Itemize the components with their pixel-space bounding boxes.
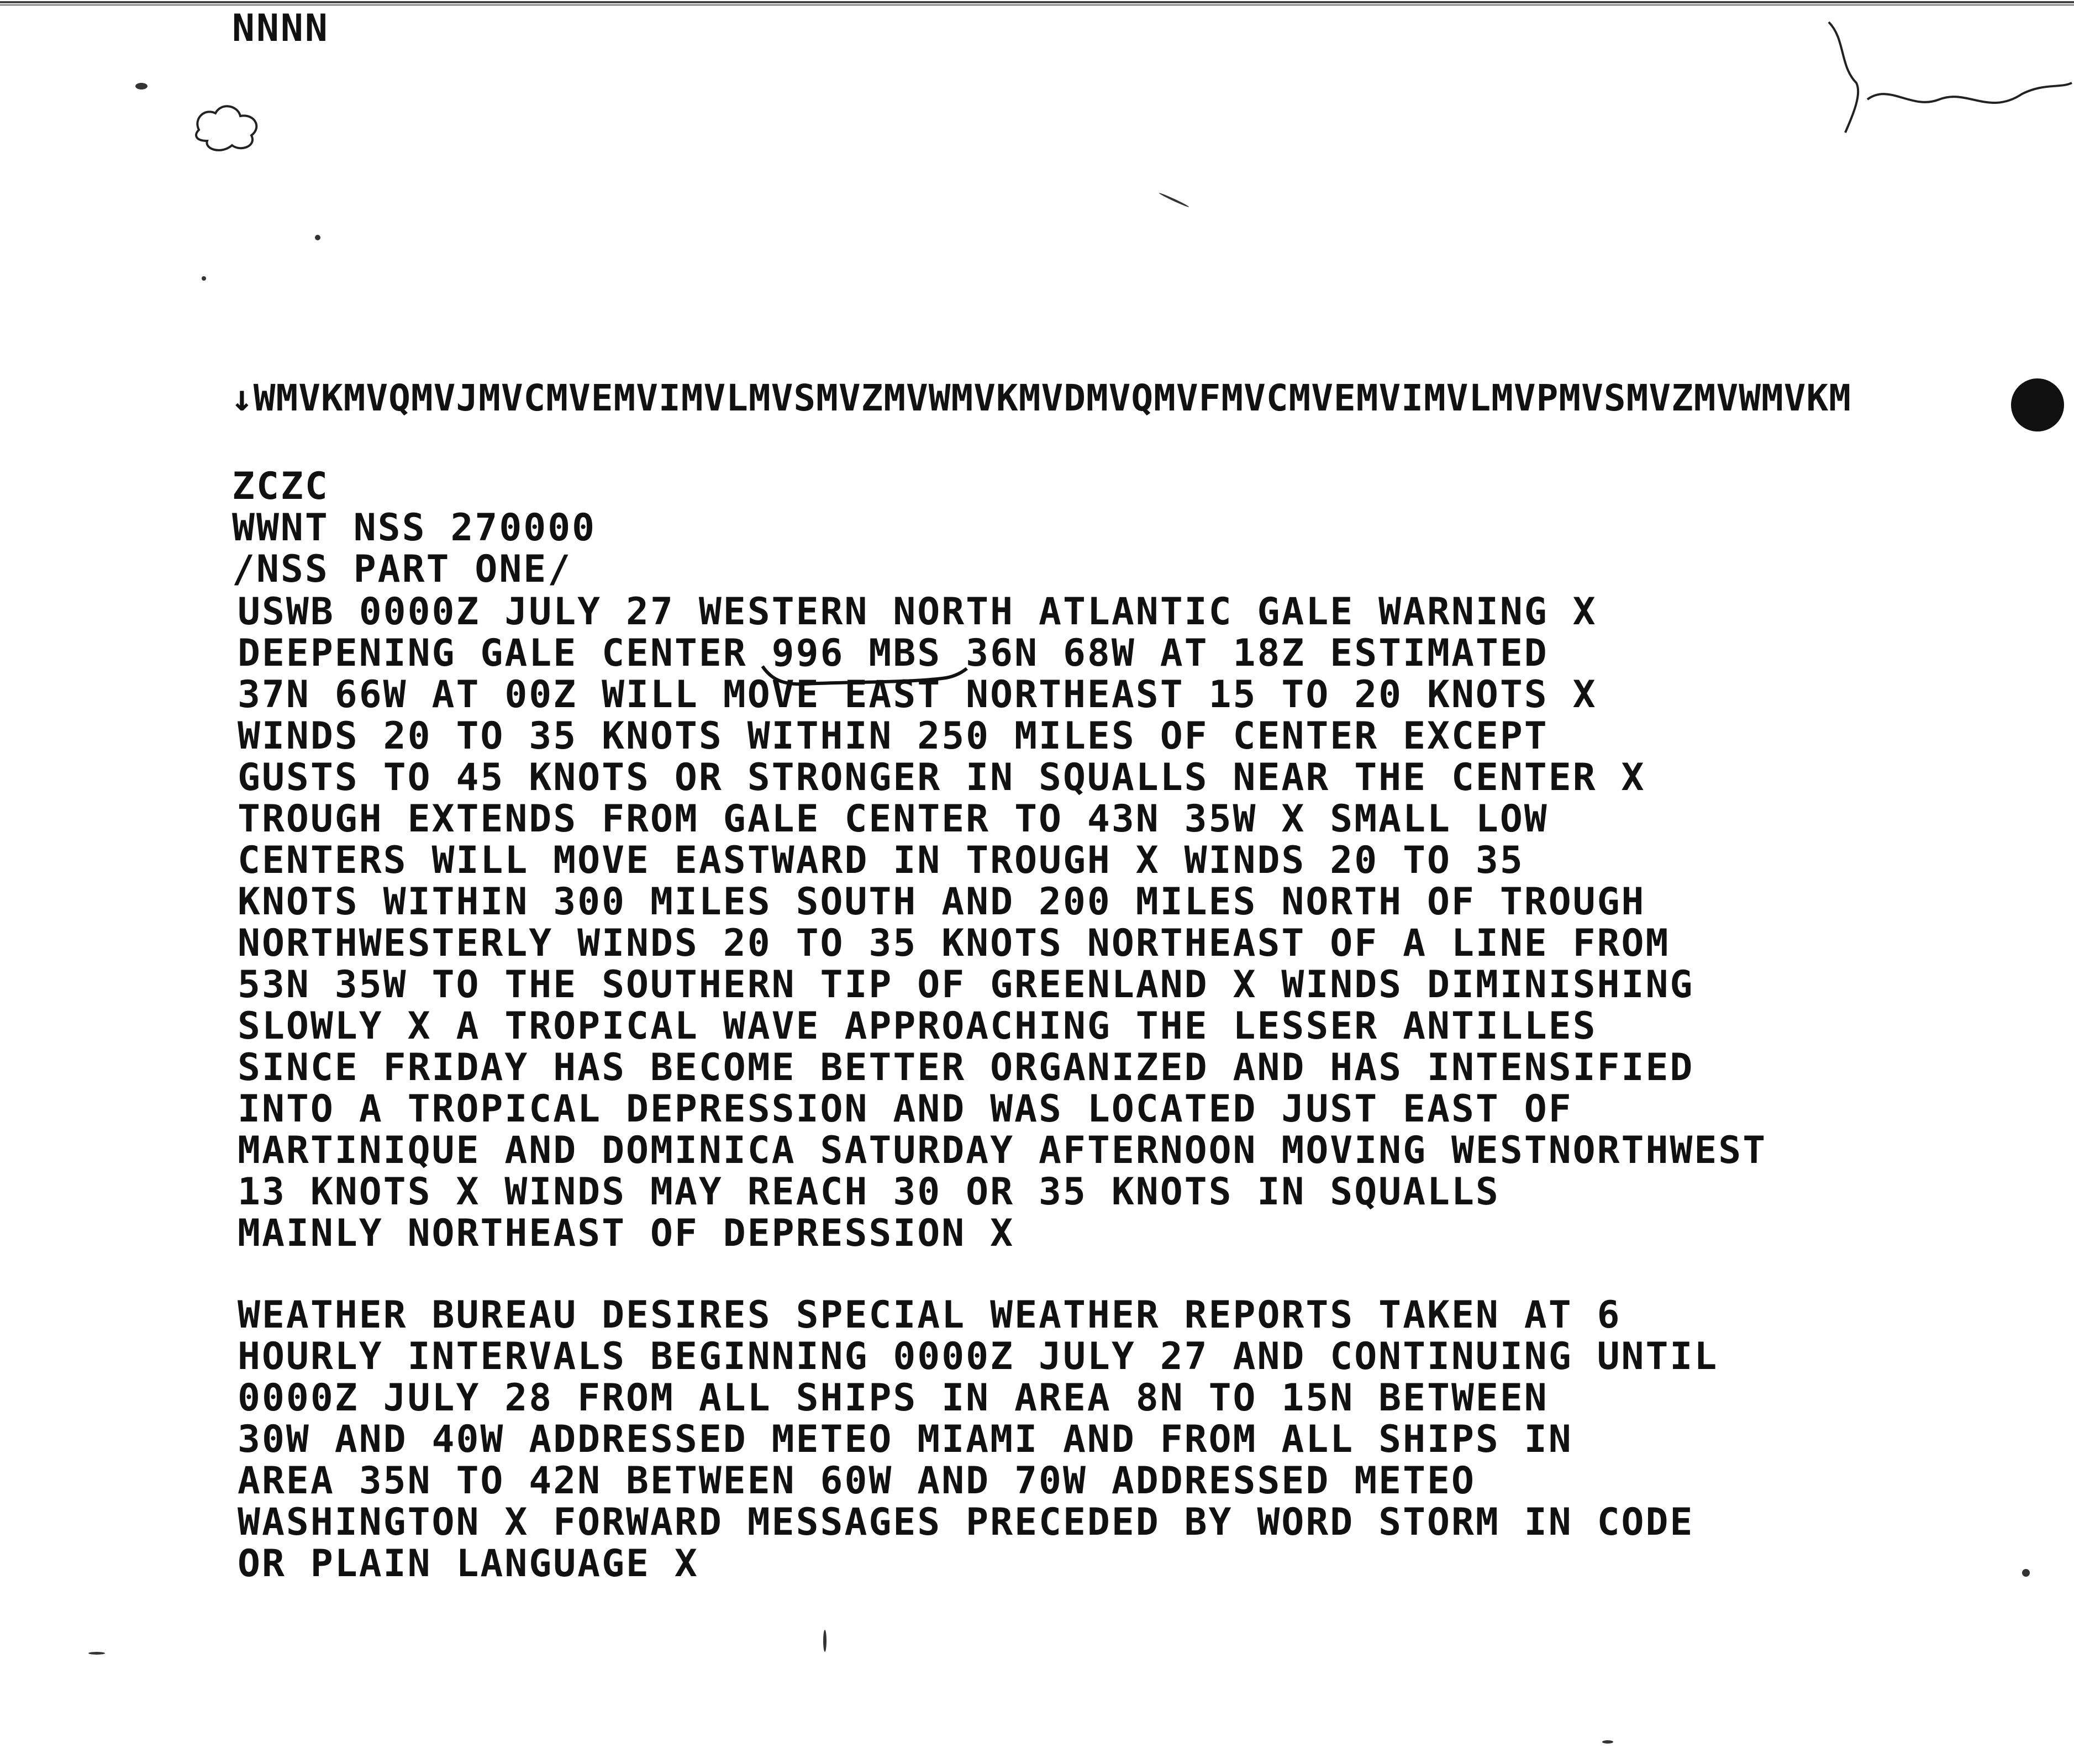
start-signal: ZCZC bbox=[232, 465, 329, 508]
paper-speck bbox=[823, 1630, 827, 1652]
notice-line: 30W AND 40W ADDRESSED METEO MIAMI AND FROM ALL SHIPS IN bbox=[238, 1418, 1573, 1461]
warning-line: NORTHWESTERLY WINDS 20 TO 35 KNOTS NORTHEAST OF A LINE FROM bbox=[238, 922, 1670, 965]
tape-punch-hole bbox=[2011, 378, 2064, 431]
warning-line: GUSTS TO 45 KNOTS OR STRONGER IN SQUALLS NEAR THE CENTER X bbox=[238, 756, 1646, 799]
routing-line: WWNT NSS 270000 bbox=[232, 506, 597, 550]
warning-line: MAINLY NORTHEAST OF DEPRESSION X bbox=[238, 1212, 1015, 1255]
warning-line: 37N 66W AT 00Z WILL MOVE EAST NORTHEAST 15 TO 20 KNOTS X bbox=[238, 673, 1597, 717]
notice-line: AREA 35N TO 42N BETWEEN 60W AND 70W ADDRESSED METEO bbox=[238, 1459, 1476, 1503]
transmission-tape-line: ↓WMVKMVQMVJMVCMVEMVIMVLMVSMVZMVWMVKMVDMVQMVFMVCMVEMVIMVLMVPMVSMVZMVWMVKM bbox=[231, 377, 1851, 419]
warning-line: SLOWLY X A TROPICAL WAVE APPROACHING THE LESSER ANTILLES bbox=[238, 1004, 1597, 1048]
warning-line: SINCE FRIDAY HAS BECOME BETTER ORGANIZED AND HAS INTENSIFIED bbox=[238, 1046, 1694, 1089]
notice-line: OR PLAIN LANGUAGE X bbox=[238, 1542, 699, 1586]
warning-line: WINDS 20 TO 35 KNOTS WITHIN 250 MILES OF CENTER EXCEPT bbox=[238, 714, 1549, 758]
gale-warning-text bbox=[238, 591, 1767, 1254]
warning-line: MARTINIQUE AND DOMINICA SATURDAY AFTERNOON MOVING WESTNORTHWEST bbox=[238, 1129, 1767, 1172]
notice-line: WEATHER BUREAU DESIRES SPECIAL WEATHER REPORTS TAKEN AT 6 bbox=[238, 1293, 1622, 1337]
paper-speck bbox=[1159, 192, 1189, 208]
pressure-underline-mark bbox=[760, 662, 970, 692]
warning-line: 13 KNOTS X WINDS MAY REACH 30 OR 35 KNOTS IN SQUALLS bbox=[238, 1170, 1500, 1214]
special-reports-notice bbox=[238, 1294, 1718, 1584]
pen-scribble-mark bbox=[188, 97, 271, 157]
paper-speck bbox=[135, 83, 148, 89]
paper-speck bbox=[202, 276, 206, 281]
warning-line: KNOTS WITHIN 300 MILES SOUTH AND 200 MILES NORTH OF TROUGH bbox=[238, 880, 1646, 924]
paper-speck bbox=[88, 1652, 105, 1655]
warning-line: CENTERS WILL MOVE EASTWARD IN TROUGH X WINDS 20 TO 35 bbox=[238, 839, 1524, 882]
paper-speck bbox=[315, 235, 320, 240]
warning-line: INTO A TROPICAL DEPRESSION AND WAS LOCATED JUST EAST OF bbox=[238, 1087, 1573, 1131]
margin-ink-squiggle bbox=[1823, 17, 2074, 144]
paper-top-edge-rule bbox=[0, 1, 2074, 7]
paper-speck bbox=[2022, 1569, 2030, 1577]
notice-line: HOURLY INTERVALS BEGINNING 0000Z JULY 27 AND CONTINUING UNTIL bbox=[238, 1335, 1719, 1378]
warning-line: TROUGH EXTENDS FROM GALE CENTER TO 43N 35W X SMALL LOW bbox=[238, 797, 1549, 841]
notice-line: 0000Z JULY 28 FROM ALL SHIPS IN AREA 8N TO 15N BETWEEN bbox=[238, 1376, 1549, 1420]
notice-line: WASHINGTON X FORWARD MESSAGES PRECEDED BY WORD STORM IN CODE bbox=[238, 1500, 1694, 1544]
paper-speck bbox=[1602, 1740, 1613, 1744]
part-line: /NSS PART ONE/ bbox=[232, 547, 572, 591]
warning-line: USWB 0000Z JULY 27 WESTERN NORTH ATLANTIC GALE WARNING X bbox=[238, 590, 1597, 634]
end-of-message-signal: NNNN bbox=[232, 7, 329, 50]
message-header bbox=[232, 466, 596, 590]
warning-line: DEEPENING GALE CENTER 996 MBS 36N 68W AT 18Z ESTIMATED bbox=[238, 631, 1549, 675]
warning-line: 53N 35W TO THE SOUTHERN TIP OF GREENLAND X WINDS DIMINISHING bbox=[238, 963, 1694, 1007]
